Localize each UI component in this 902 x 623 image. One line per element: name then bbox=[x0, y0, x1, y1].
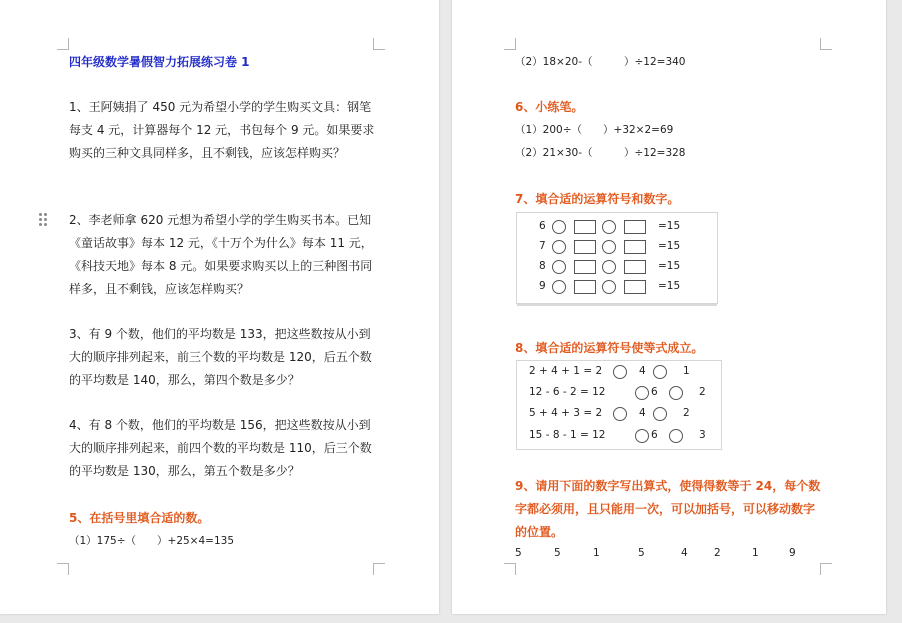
equation-number: 6 bbox=[651, 429, 658, 441]
question-7-table bbox=[516, 212, 718, 304]
document-page-1 bbox=[0, 0, 439, 614]
equation-number: 4 bbox=[639, 365, 646, 377]
question-5-heading: 5、在括号里填合适的数。 bbox=[69, 511, 210, 525]
blank-operator-circle[interactable] bbox=[653, 365, 667, 379]
question-6-heading: 6、小练笔。 bbox=[515, 100, 584, 114]
blank-operator-circle[interactable] bbox=[602, 240, 616, 254]
q9-digit: 2 bbox=[714, 547, 721, 559]
question-6-item-2: （2）21×30-（ ）÷12=328 bbox=[515, 147, 686, 159]
blank-operator-circle[interactable] bbox=[635, 386, 649, 400]
question-7-row bbox=[517, 237, 717, 257]
margin-mark-top-left bbox=[504, 38, 516, 50]
question-5-item-1: （1）175÷（ ）+25×4=135 bbox=[69, 535, 234, 547]
question-8-heading: 8、填合适的运算符号使等式成立。 bbox=[515, 341, 704, 355]
margin-mark-bottom-right bbox=[820, 563, 832, 575]
blank-operator-circle[interactable] bbox=[602, 260, 616, 274]
equation-number: 2 bbox=[699, 386, 706, 398]
equation-number: 6 bbox=[651, 386, 658, 398]
equation-left: 5 + 4 + 3 = 2 bbox=[529, 407, 603, 419]
question-1: 1、王阿姨捐了 450 元为希望小学的学生购买文具：钢笔每支 4 元，计算器每个 12 元，书包每个 9 元。如果要求购买的三种文具同样多，且不剩钱，应该怎样购买？ bbox=[69, 100, 375, 160]
blank-number-box[interactable] bbox=[624, 260, 646, 274]
blank-number-box[interactable] bbox=[574, 240, 596, 254]
question-3: 3、有 9 个数，他们的平均数是 133，把这些数按从小到大的顺序排列起来，前三个数的平均数是 120，后五个数的平均数是 140，那么，第四个数是多少？ bbox=[69, 327, 372, 387]
question-8-row bbox=[517, 383, 721, 403]
row-result: =15 bbox=[658, 240, 681, 252]
blank-operator-circle[interactable] bbox=[552, 280, 566, 294]
blank-number-box[interactable] bbox=[574, 260, 596, 274]
row-start-number: 6 bbox=[539, 220, 546, 232]
equation-number: 4 bbox=[639, 407, 646, 419]
blank-operator-circle[interactable] bbox=[613, 407, 627, 421]
margin-mark-bottom-right bbox=[373, 563, 385, 575]
equation-left: 12 - 6 - 2 = 12 bbox=[529, 386, 606, 398]
question-7-row bbox=[517, 257, 717, 277]
row-start-number: 7 bbox=[539, 240, 546, 252]
blank-operator-circle[interactable] bbox=[552, 240, 566, 254]
margin-mark-bottom-left bbox=[504, 563, 516, 575]
margin-mark-bottom-left bbox=[57, 563, 69, 575]
question-7-row bbox=[517, 217, 717, 237]
q9-digit: 5 bbox=[515, 547, 522, 559]
equation-number: 3 bbox=[699, 429, 706, 441]
blank-operator-circle[interactable] bbox=[602, 220, 616, 234]
question-6-item-1: （1）200÷（ ）+32×2=69 bbox=[515, 124, 674, 136]
question-8-row bbox=[517, 362, 721, 382]
question-5-item-2: （2）18×20-（ ）÷12=340 bbox=[515, 56, 686, 68]
equation-number: 2 bbox=[683, 407, 690, 419]
question-7-row bbox=[517, 277, 717, 297]
question-8-row bbox=[517, 404, 721, 424]
question-9-heading: 9、请用下面的数字写出算式，使得得数等于 24，每个数字都必须用，且只能用一次，可以加括号，可以移动数字的位置。 bbox=[515, 479, 821, 539]
q9-digit: 4 bbox=[681, 547, 688, 559]
row-result: =15 bbox=[658, 220, 681, 232]
row-start-number: 8 bbox=[539, 260, 546, 272]
question-2: 2、李老师拿 620 元想为希望小学的学生购买书本。已知《童话故事》每本 12 元，《十万个为什么》每本 11 元，《科技天地》每本 8 元。如果要求购买以上的三种图书同样多，且不剩钱，应该怎样购买？ bbox=[69, 213, 373, 296]
q9-digit: 9 bbox=[789, 547, 796, 559]
blank-operator-circle[interactable] bbox=[669, 429, 683, 443]
q9-digit: 5 bbox=[554, 547, 561, 559]
blank-number-box[interactable] bbox=[574, 280, 596, 294]
blank-operator-circle[interactable] bbox=[602, 280, 616, 294]
row-result: =15 bbox=[658, 280, 681, 292]
equation-left: 2 + 4 + 1 = 2 bbox=[529, 365, 603, 377]
q9-digit: 1 bbox=[752, 547, 759, 559]
equation-left: 15 - 8 - 1 = 12 bbox=[529, 429, 606, 441]
q9-digit: 5 bbox=[638, 547, 645, 559]
blank-number-box[interactable] bbox=[574, 220, 596, 234]
blank-number-box[interactable] bbox=[624, 280, 646, 294]
blank-operator-circle[interactable] bbox=[669, 386, 683, 400]
row-start-number: 9 bbox=[539, 280, 546, 292]
blank-operator-circle[interactable] bbox=[552, 260, 566, 274]
question-4: 4、有 8 个数，他们的平均数是 156，把这些数按从小到大的顺序排列起来，前四个数的平均数是 110，后三个数的平均数是 130，那么，第五个数是多少？ bbox=[69, 418, 372, 478]
drag-handle-icon[interactable] bbox=[39, 213, 48, 227]
margin-mark-top-right bbox=[820, 38, 832, 50]
margin-mark-top-left bbox=[57, 38, 69, 50]
blank-number-box[interactable] bbox=[624, 240, 646, 254]
worksheet-title: 四年级数学暑假智力拓展练习卷 1 bbox=[69, 55, 250, 69]
blank-operator-circle[interactable] bbox=[613, 365, 627, 379]
question-8-table bbox=[516, 360, 722, 450]
blank-operator-circle[interactable] bbox=[653, 407, 667, 421]
document-page-2 bbox=[452, 0, 886, 614]
blank-operator-circle[interactable] bbox=[552, 220, 566, 234]
question-7-heading: 7、填合适的运算符号和数字。 bbox=[515, 192, 680, 206]
margin-mark-top-right bbox=[373, 38, 385, 50]
equation-number: 1 bbox=[683, 365, 690, 377]
blank-number-box[interactable] bbox=[624, 220, 646, 234]
q9-digit: 1 bbox=[593, 547, 600, 559]
row-result: =15 bbox=[658, 260, 681, 272]
question-8-row bbox=[517, 426, 721, 446]
blank-operator-circle[interactable] bbox=[635, 429, 649, 443]
